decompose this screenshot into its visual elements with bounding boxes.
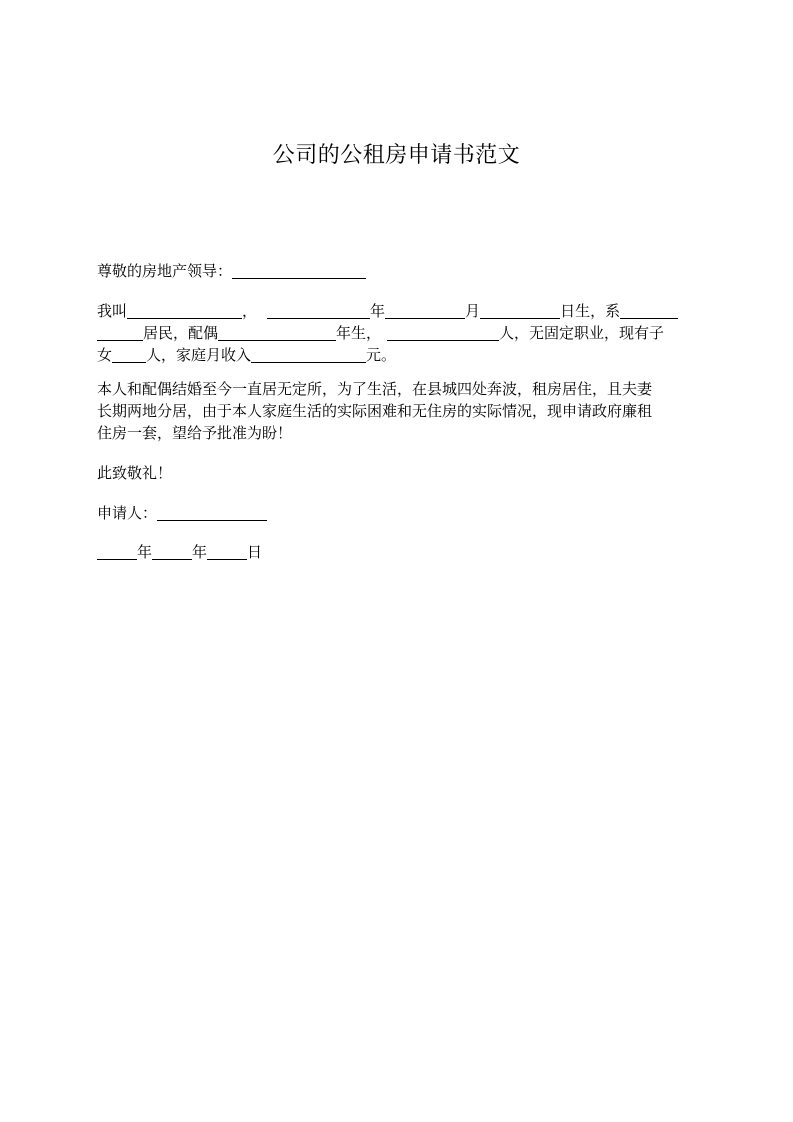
- closing-line: 此致敬礼！: [97, 464, 173, 482]
- date-unit: 年: [192, 543, 208, 561]
- salutation-text: 尊敬的房地产领导：: [97, 262, 233, 280]
- text-segment: 人，无固定职业，现有子: [499, 324, 665, 342]
- text-segment: 元。: [366, 346, 397, 364]
- paragraph-line: [97, 344, 697, 366]
- residence-blank: [620, 302, 678, 319]
- applicant-signature-blank: [157, 504, 267, 521]
- birth-year-blank: [267, 302, 370, 319]
- paragraph-line: [97, 300, 697, 322]
- income-blank: [251, 346, 366, 363]
- birth-day-blank: [480, 302, 560, 319]
- birth-month-blank: [385, 302, 465, 319]
- text-segment: 日生，系: [560, 302, 621, 320]
- date-unit: 年: [137, 543, 153, 561]
- text-segment: 月: [465, 302, 481, 320]
- text-segment: 人，家庭月收入: [146, 346, 252, 364]
- month-blank: [152, 543, 192, 560]
- children-count-blank: [112, 346, 146, 363]
- day-blank: [207, 543, 247, 560]
- text-segment: 我叫: [97, 302, 128, 320]
- paragraph-line: 长期两地分居，由于本人家庭生活的实际困难和无住房的实际情况，现申请政府廉租: [97, 402, 653, 420]
- date-line: [97, 541, 697, 563]
- year-blank: [97, 543, 137, 560]
- request-paragraph: [97, 378, 697, 444]
- paragraph-line: 住房一套，望给予批准为盼！: [97, 424, 293, 442]
- text-segment: 年生，: [336, 324, 382, 342]
- text-segment: 居民，配偶: [143, 324, 219, 342]
- paragraph-line: 本人和配偶结婚至今一直居无定所，为了生活，在县城四处奔波，租房居住，且夫妻: [97, 380, 653, 398]
- name-blank: [127, 302, 242, 319]
- text-segment: ，: [242, 302, 258, 320]
- date-unit: 日: [247, 543, 263, 561]
- spouse-origin-blank: [387, 324, 499, 341]
- applicant-line: [97, 502, 697, 524]
- applicant-info-paragraph: [97, 300, 697, 366]
- residence-blank-cont: [97, 324, 143, 341]
- spouse-blank: [218, 324, 336, 341]
- document-title: 公司的公租房申请书范文: [272, 143, 521, 168]
- paragraph-line: [97, 322, 697, 344]
- applicant-label: 申请人：: [97, 504, 158, 522]
- salutation-line: [97, 260, 697, 282]
- text-segment: 女: [97, 346, 113, 364]
- recipient-blank: [232, 262, 366, 279]
- text-segment: 年: [370, 302, 386, 320]
